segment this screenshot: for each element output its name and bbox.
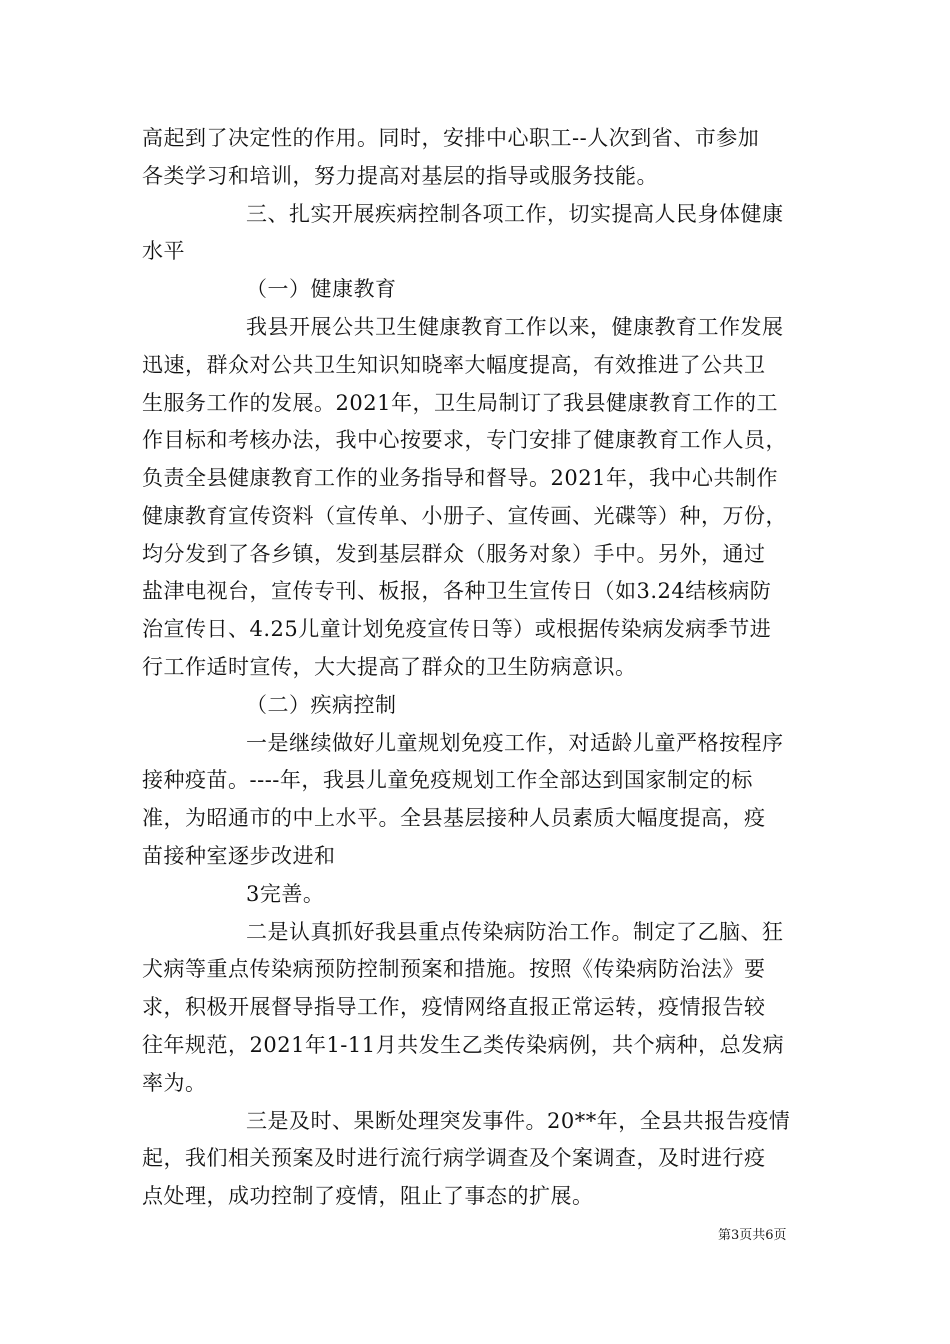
text-line: 作目标和考核办法，我中心按要求，专门安排了健康教育工作人员， [142, 428, 787, 452]
text-line: 犬病等重点传染病预防控制预案和措施。按照《传染病防治法》要 [142, 957, 766, 981]
text-line: 各类学习和培训，努力提高对基层的指导或服务技能。 [142, 164, 658, 188]
section-heading: 三、扎实开展疾病控制各项工作，切实提高人民身体健康 [246, 202, 784, 226]
text-line: 3完善。 [246, 882, 325, 906]
text-line: 二是认真抓好我县重点传染病防治工作。制定了乙脑、狂 [246, 920, 784, 944]
subsection-heading: （一）健康教育 [246, 277, 397, 301]
text-line: 点处理，成功控制了疫情，阻止了事态的扩展。 [142, 1184, 594, 1208]
text-line: 求，积极开展督导指导工作，疫情网络直报正常运转，疫情报告较 [142, 995, 766, 1019]
subsection-heading: （二）疾病控制 [246, 693, 397, 717]
text-line: 盐津电视台，宣传专刊、板报，各种卫生宣传日（如3.24结核病防 [142, 579, 772, 603]
text-line: 准，为昭通市的中上水平。全县基层接种人员素质大幅度提高，疫 [142, 806, 766, 830]
text-line: 负责全县健康教育工作的业务指导和督导。2021年，我中心共制作 [142, 466, 778, 490]
text-line: 苗接种室逐步改进和 [142, 844, 336, 868]
section-heading-continued: 水平 [142, 239, 185, 263]
text-line: 率为。 [142, 1071, 207, 1095]
text-line: 我县开展公共卫生健康教育工作以来，健康教育工作发展 [246, 315, 784, 339]
text-line: 行工作适时宣传，大大提高了群众的卫生防病意识。 [142, 655, 637, 679]
text-line: 高起到了决定性的作用。同时，安排中心职工--人次到省、市参加 [142, 126, 760, 150]
text-line: 均分发到了各乡镇，发到基层群众（服务对象）手中。另外，通过 [142, 542, 766, 566]
text-line: 生服务工作的发展。2021年，卫生局制订了我县健康教育工作的工 [142, 391, 778, 415]
page-number: 第3页共6页 [718, 1228, 787, 1243]
text-line: 接种疫苗。----年，我县儿童免疫规划工作全部达到国家制定的标 [142, 768, 753, 792]
text-line: 治宣传日、4.25儿童计划免疫宣传日等）或根据传染病发病季节进 [142, 617, 772, 641]
text-line: 起，我们相关预案及时进行流行病学调查及个案调查，及时进行疫 [142, 1146, 766, 1170]
text-line: 健康教育宣传资料（宣传单、小册子、宣传画、光碟等）种，万份， [142, 504, 787, 528]
text-line: 迅速，群众对公共卫生知识知晓率大幅度提高，有效推进了公共卫 [142, 353, 766, 377]
text-line: 往年规范，2021年1-11月共发生乙类传染病例，共个病种，总发病 [142, 1033, 785, 1057]
text-line: 三是及时、果断处理突发事件。20**年，全县共报告疫情 [246, 1109, 791, 1133]
text-line: 一是继续做好儿童规划免疫工作，对适龄儿童严格按程序 [246, 731, 784, 755]
